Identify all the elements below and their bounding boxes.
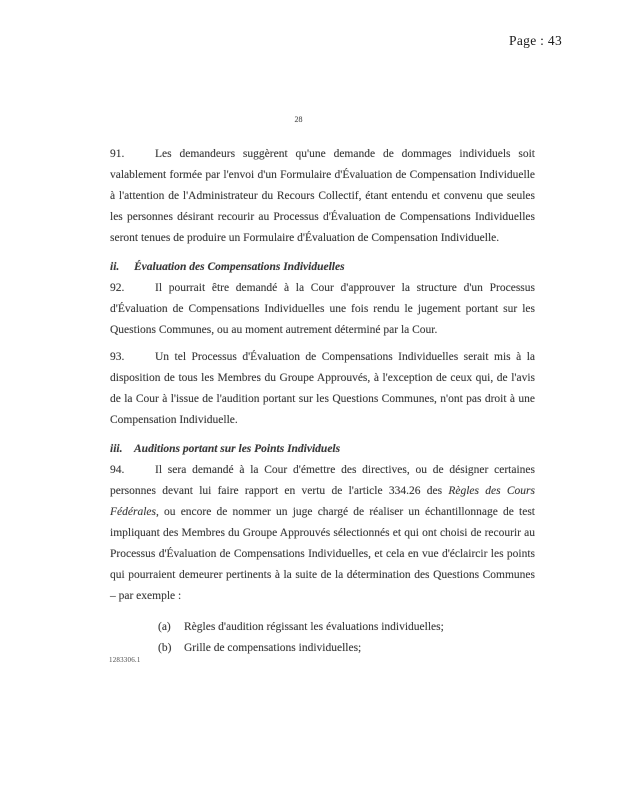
paragraph-94: [110, 460, 535, 607]
paragraph-91: [110, 144, 535, 249]
paragraph-92-text: Il pourrait être demandé à la Cour d'approuver la structure d'un Processus d'Évaluation de Compensations Individuelles une fois rendu le jugement portant sur les Questions Communes, ou au moment autrement déterminé par la Cour.: [110, 282, 535, 336]
example-list: [110, 617, 535, 659]
paragraph-94-text-before: Il sera demandé à la Cour d'émettre des directives, ou de désigner certaines personnes devant lui faire rapport en vertu de l'article 334.26 des: [110, 464, 535, 497]
heading-ii-text: Évaluation des Compensations Individuelles: [134, 261, 345, 273]
list-item-b: [110, 638, 535, 659]
paragraph-94-number: 94.: [110, 464, 125, 476]
heading-ii-number: ii.: [110, 261, 120, 273]
list-item-b-text: Grille de compensations individuelles;: [184, 642, 362, 654]
heading-ii: [110, 257, 535, 278]
list-item-b-marker: (b): [158, 642, 172, 654]
document-id-footer: 1283306.1: [109, 656, 141, 664]
paragraph-91-number: 91.: [110, 148, 125, 160]
scan-page-number: 28: [294, 115, 303, 124]
heading-iii-number: iii.: [110, 443, 123, 455]
heading-iii: [110, 439, 535, 460]
heading-iii-text: Auditions portant sur les Points Individuels: [134, 443, 341, 455]
paragraph-94-italic-citation: Règles des Cours Fédérales: [110, 485, 535, 518]
paragraph-93-text: Un tel Processus d'Évaluation de Compensations Individuelles serait mis à la disposition de tous les Membres du Groupe Approuvés, à l'exception de ceux qui, de l'avis de la Cour à l'issue de l'audition portant sur les Questions Communes, n'ont pas droit à une Compensation Individuelle.: [110, 351, 535, 426]
paragraph-92-number: 92.: [110, 282, 125, 294]
scanned-document-body: [110, 114, 535, 659]
list-item-a: [110, 617, 535, 638]
paragraph-93: [110, 347, 535, 431]
paragraph-92: [110, 278, 535, 341]
paragraph-94-text-after: , ou encore de nommer un juge chargé de réaliser un échantillonnage de test impliquant des Membres du Groupe Approuvés sélectionnés et qui ont choisi de recourir au Processus d'Évaluation de Compensations Individuelles, et cela en vue d'éclaircir les points qui pourraient demeurer pertinents à la suite de la détermination des Questions Communes – par exemple :: [110, 506, 535, 602]
list-item-a-marker: (a): [158, 621, 171, 633]
paragraph-91-text: Les demandeurs suggèrent qu'une demande de dommages individuels soit valablement formée par l'envoi d'un Formulaire d'Évaluation de Compensation Individuelle à l'attention de l'Administrateur du Recours Collectif, étant entendu et convenu que seules les personnes désirant recourir au Processus d'Évaluation de Compensations Individuelles seront tenues de produire un Formulaire d'Évaluation de Compensation Individuelle.: [110, 148, 535, 244]
list-item-a-text: Règles d'audition régissant les évaluations individuelles;: [184, 621, 444, 633]
page-number-label: Page : 43: [509, 33, 562, 48]
paragraph-93-number: 93.: [110, 351, 125, 363]
